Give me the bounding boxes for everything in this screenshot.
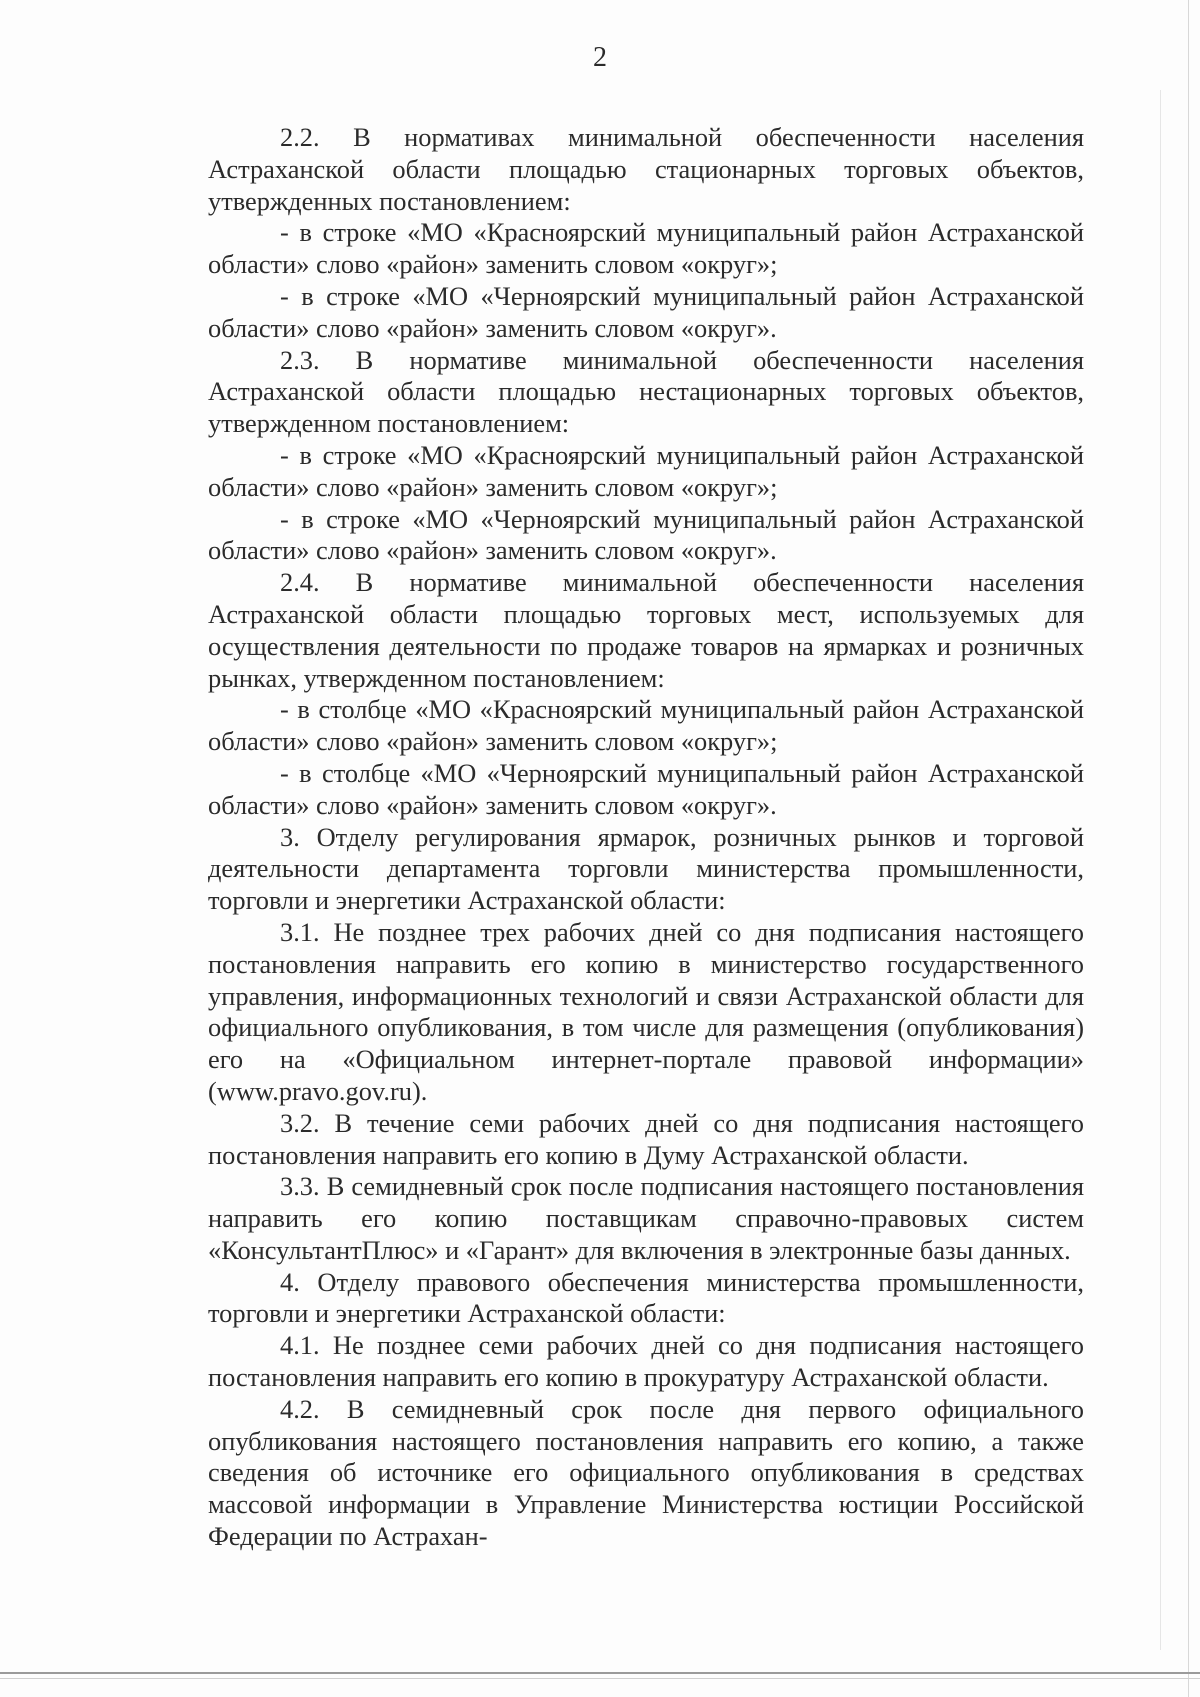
paragraph-3-2: 3.2. В течение семи рабочих дней со дня подписания настоящего постановления направить его копию в Думу Астраханской области. [208,1107,1084,1170]
page-number: 2 [593,42,607,73]
paragraph-2-4-item-2: - в столбце «МО «Черноярский муниципальный район Астраханской области» слово «район» заменить словом «округ». [208,757,1084,820]
paragraph-4-1: 4.1. Не позднее семи рабочих дней со дня подписания настоящего постановления направить его копию в прокуратуру Астраханской области. [208,1330,1084,1393]
paragraph-3: 3. Отделу регулирования ярмарок, розничных рынков и торговой деятельности департамента торговли министерства промышленности, торговли и энергетики Астраханской области: [208,821,1084,916]
paragraph-2-3-item-1: - в строке «МО «Красноярский муниципальный район Астраханской области» слово «район» заменить словом «округ»; [208,439,1084,502]
document-body [208,122,1084,1553]
scan-bottom-edge-faint [0,1678,1200,1679]
paragraph-2-2-item-2: - в строке «МО «Черноярский муниципальный район Астраханской области» слово «район» заменить словом «округ». [208,280,1084,343]
paragraph-2-4-item-1: - в столбце «МО «Красноярский муниципальный район Астраханской области» слово «район» заменить словом «округ»; [208,694,1084,757]
paragraph-2-2-item-1: - в строке «МО «Красноярский муниципальный район Астраханской области» слово «район» заменить словом «округ»; [208,217,1084,280]
scan-edge-line-outer [1188,0,1189,1697]
paragraph-2-3-item-2: - в строке «МО «Черноярский муниципальный район Астраханской области» слово «район» заменить словом «округ». [208,503,1084,566]
scan-bottom-edge [0,1672,1200,1674]
scan-edge-line [1160,90,1161,1650]
paragraph-2-3: 2.3. В нормативе минимальной обеспеченности населения Астраханской области площадью нестационарных торговых объектов, утвержденном постановлением: [208,344,1084,439]
paragraph-2-2: 2.2. В нормативах минимальной обеспеченности населения Астраханской области площадью стационарных торговых объектов, утвержденных постановлением: [208,122,1084,216]
paragraph-2-4: 2.4. В нормативе минимальной обеспеченности населения Астраханской области площадью торговых мест, используемых для осуществления деятельности по продаже товаров на ярмарках и розничных рынках, утвержденном постановлением: [208,567,1084,693]
paragraph-3-1: 3.1. Не позднее трех рабочих дней со дня подписания настоящего постановления направить его копию в министерство государственного управления, информационных технологий и связи Астраханской области для официального опубликования, в том числе для размещения (опубликования) его на «Официальном интернет-портале правовой информации» (www.pravo.gov.ru). [208,916,1084,1106]
paragraph-4-2: 4.2. В семидневный срок после дня первого официального опубликования настоящего постановления направить его копию, а также сведения об источнике его официального опубликования в средствах массовой информации в Управление Министерства юстиции Российской Федерации по Астрахан- [208,1393,1084,1552]
paragraph-3-3: 3.3. В семидневный срок после подписания настоящего постановления направить его копию поставщикам справочно-правовых систем «КонсультантПлюс» и «Гарант» для включения в электронные базы данных. [208,1171,1084,1265]
paragraph-4: 4. Отделу правового обеспечения министерства промышленности, торговли и энергетики Астраханской области: [208,1266,1084,1329]
